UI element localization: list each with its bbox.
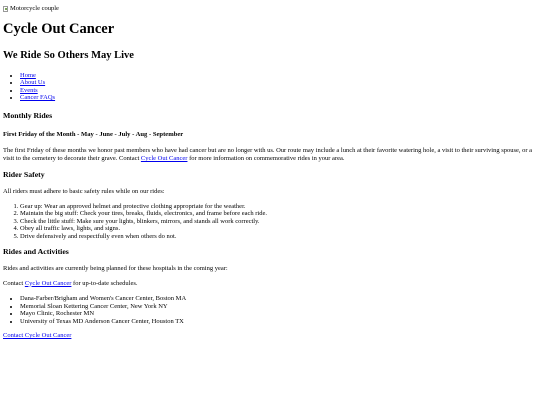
- hospital-item: • University of Texas MD Anderson Cancer Center, Houston TX: [20, 318, 537, 326]
- safety-rule: 3. Check the little stuff: Make sure your lights, blinkers, mirrors, and stands all work correctly.: [20, 218, 537, 226]
- rides-contact-before: Contact: [3, 279, 25, 287]
- safety-rules-list: [3, 203, 537, 241]
- nav-item-events: [20, 87, 537, 95]
- safety-rule: 2. Maintain the big stuff: Check your tires, breaks, fluids, electronics, and frame before each ride.: [20, 210, 537, 218]
- site-tagline: We Ride So Others May Live: [3, 49, 134, 61]
- rides-contact-line: [3, 280, 537, 287]
- rides-activities-heading: Rides and Activities: [3, 247, 69, 257]
- rides-contact-link[interactable]: Cycle Out Cancer: [24, 279, 72, 287]
- nav-link-events[interactable]: Events: [20, 86, 38, 94]
- nav-link-home[interactable]: Home: [20, 71, 36, 79]
- monthly-rides-heading: Monthly Rides: [3, 110, 53, 120]
- rides-intro: Rides and activities are currently being planned for these hospitals in the coming year:: [3, 265, 228, 273]
- monthly-contact-link[interactable]: Cycle Out Cancer: [140, 155, 188, 163]
- main-nav: [3, 72, 537, 102]
- motorcycle-couple-image: [3, 4, 59, 13]
- monthly-text-before: The first Friday of these months we honor past members who have had cancer but are no longer with us. Our route may include a lunch at their favorite watering hole, a visit to their surviving spouse, or a visit to the cemetery to decorate their grave. Contact: [3, 147, 533, 163]
- monthly-rides-dates: First Friday of the Month - May - June - July - Aug - September: [3, 130, 184, 138]
- nav-link-about[interactable]: About Us: [20, 79, 46, 87]
- rides-contact-after: for up-to-date schedules.: [71, 279, 138, 287]
- monthly-text-after: for more information on commemorative rides in your area.: [187, 155, 345, 163]
- nav-link-faqs[interactable]: Cancer FAQs: [20, 94, 56, 102]
- nav-item-about: [20, 79, 537, 87]
- site-title: Cycle Out Cancer: [3, 20, 115, 37]
- nav-item-home: [20, 72, 537, 80]
- safety-rule: 1. Gear up: Wear an approved helmet and protective clothing appropriate for the weather.: [20, 203, 537, 211]
- safety-rule: 5. Drive defensively and respectfully even when others do not.: [20, 233, 537, 241]
- broken-image-icon: [3, 6, 8, 12]
- nav-item-faqs: [20, 94, 537, 102]
- monthly-rides-description: [3, 147, 537, 163]
- image-alt-text: Motorcycle couple: [10, 4, 59, 12]
- safety-rule: 4. Obey all traffic laws, lights, and signs.: [20, 225, 537, 233]
- hospital-item: • Memorial Sloan Kettering Cancer Center, New York NY: [20, 303, 537, 311]
- hospital-item: • Dana-Farber/Brigham and Women's Cancer Center, Boston MA: [20, 295, 537, 303]
- rider-safety-intro: All riders must adhere to basic safety rules while on our rides:: [3, 188, 165, 196]
- hospital-item: • Mayo Clinic, Rochester MN: [20, 310, 537, 318]
- hospital-list: [3, 295, 537, 325]
- rider-safety-heading: Rider Safety: [3, 170, 45, 180]
- footer-contact-link[interactable]: Contact Cycle Out Cancer: [3, 332, 72, 340]
